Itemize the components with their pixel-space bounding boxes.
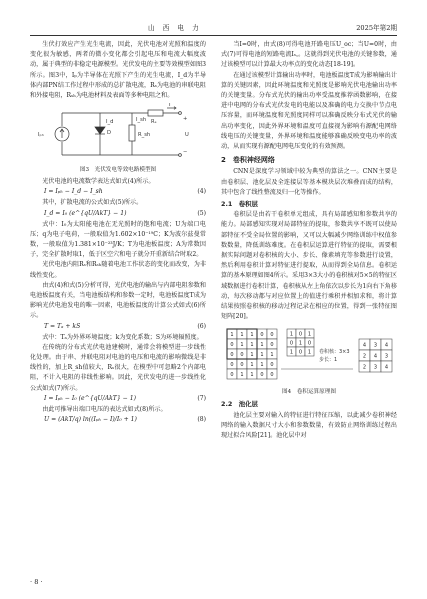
paragraph: 当I=0时，由式(8)可得电池开路电压U_oc；当U=0时，由式(7)可得电池的短路电流Iₛ꜀。这就得到光伏电池的关键参数，通过该模型可以计算最大功率点的变化动态[18-19]。 bbox=[221, 41, 397, 69]
right-column bbox=[221, 40, 397, 441]
equation-number: (7) bbox=[197, 394, 206, 402]
input-grid-value: 1 bbox=[230, 332, 234, 339]
output-grid-value: 2 bbox=[362, 353, 367, 360]
input-grid-value: 1 bbox=[250, 332, 254, 339]
input-grid-value: 0 bbox=[230, 352, 234, 359]
kernel-grid-value: 1 bbox=[289, 331, 294, 338]
convolution-diagram bbox=[221, 325, 397, 387]
running-header bbox=[30, 22, 397, 34]
paragraph: 在通过该模型计算输出功率时，电池板温度T成为影响输出计算的关键因素，因此环境温度和光照度是影响光伏电池输出功率的关键变量。分布式光伏的输出功率受温度推荐函数影响，在接进中电网的分布式光伏发电的电能以及准确的电力交换中节点电压容量，而环境温度和光照度同样可以准确反映分布式光伏的输出功率变化，因此外界环境和温度可直接视为影响有源配电网络线电压的关键变量，外界环境和温度能够准确反映变电功率的波动，从而实现有源配电网电压变化的有效预测。 bbox=[221, 71, 397, 151]
output-grid-value: 4 bbox=[384, 342, 389, 349]
input-grid-value: 1 bbox=[250, 362, 254, 369]
equation-8 bbox=[30, 415, 206, 426]
label-plus: + bbox=[183, 116, 188, 123]
input-grid-value: 0 bbox=[230, 342, 234, 349]
paragraph: 在传统的分布式光伏电池建模时，通常会将模型进一步线性化处理。由于串、并联电阻对电池的电压和电流的影响微线是非线性的，加上R_sh值较大，Rₛ很大，在模型中可忽略2个内部电阻，不计入电阻的非线性影响。因此，光伏发电的进一步线性化公式如式(7)所示。 bbox=[30, 343, 206, 392]
input-grid-value: 1 bbox=[270, 352, 274, 359]
left-column bbox=[30, 40, 206, 426]
input-grid-value: 0 bbox=[270, 362, 274, 369]
output-grid-value: 3 bbox=[384, 353, 389, 360]
figure-4-convolution bbox=[221, 325, 397, 387]
section-heading: 2 卷积神经网络 bbox=[221, 156, 275, 165]
paragraph: 池化层主要对输入的特征进行特征压缩，以此减少卷积神经网络的输入数据尺寸大小和参数数量，有效防止网络训练过程出现过拟合风险[21]。池化层中对 bbox=[221, 411, 397, 440]
equation-number: (8) bbox=[197, 416, 206, 424]
input-grid-value: 1 bbox=[240, 332, 244, 339]
paragraph: 光伏电池的电流数学表达式如式(4)所示。 bbox=[42, 178, 155, 186]
journal-name: 山 西 电 力 bbox=[148, 24, 202, 32]
input-grid-value: 1 bbox=[260, 362, 264, 369]
equation-5 bbox=[30, 209, 206, 220]
figure-3-circuit bbox=[30, 103, 206, 165]
paragraph: 光伏电池内阻Rₛ和Rₛₕ随着电池工作状态的变化而改变，为非线性变化。 bbox=[30, 261, 206, 279]
input-grid-value: 1 bbox=[250, 352, 254, 359]
kernel-grid-value: 1 bbox=[289, 349, 294, 356]
equation-number: (6) bbox=[197, 322, 206, 330]
equation-7 bbox=[30, 394, 206, 405]
input-grid-value: 0 bbox=[270, 372, 274, 379]
equation-body: I_d = I₀ (e^{qU/AkT} − 1) bbox=[44, 209, 127, 217]
paragraph: CNN是深度学习领域中较为典型的算法之一。CNN主要是由卷积层、池化层及全连接层等基本模块层次堆叠而成的结构，其中包含了线性整流及归一化等操作。 bbox=[221, 168, 397, 196]
page-number: · 8 · bbox=[30, 578, 43, 586]
input-grid-value: 1 bbox=[250, 342, 254, 349]
paragraph: 卷积层是由若干卷积单元组成，具有局部感知和参数共享的能力。局部感知实现对局部特征的提取，参数共享不既可以使局部特征不受全局位置的影响，又可以大幅减少网络训练中权值参数数量，降低训练难度。在卷积层运算进行特征的提取，需要根据实际问题对卷积核的大小、步长、像素填充等参数进行设置，然后利用卷积计算对特征进行提取，从而得到全局信息。卷积运算的基本原理如图4所示。采用3×3大小的卷积核对5×5的特征区域数据进行卷积计算，卷积核从左上角依次以步长为1向右下角移动，每次移动都与对应位置上的值进行乘积并相加求和，将计算结果按照卷积核的移动过程记录在相应的位置，得到一张特征图矩阵[20]。 bbox=[221, 211, 397, 321]
equation-body: I = Iₚₕ − I₀ (e^{qU/AkT} − 1) bbox=[44, 394, 136, 402]
issue-number: 2025年第2期 bbox=[356, 24, 397, 32]
label-minus: − bbox=[183, 149, 188, 156]
label-d: D bbox=[107, 130, 111, 137]
input-grid-value: 0 bbox=[240, 352, 244, 359]
input-grid-value: 1 bbox=[260, 352, 264, 359]
output-grid-value: 4 bbox=[384, 364, 389, 371]
output-grid-value: 4 bbox=[362, 342, 367, 349]
equation-number: (4) bbox=[197, 188, 206, 196]
kernel-grid-value: 0 bbox=[298, 331, 303, 338]
label-rsh: R_sh bbox=[138, 132, 151, 139]
equation-body: U = (AkT/q) ln((Iₚₕ − I)/I₀ + 1) bbox=[44, 416, 137, 424]
kernel-size-label: 卷积核：3×3 bbox=[319, 349, 350, 356]
equation-body: I = Iₚₕ − I_d − I_sh bbox=[44, 188, 103, 196]
input-grid-value: 0 bbox=[270, 342, 274, 349]
input-grid-value: 0 bbox=[240, 362, 244, 369]
circuit-diagram bbox=[30, 103, 206, 165]
equation-4 bbox=[30, 187, 206, 198]
label-rs: Rₛ bbox=[151, 119, 157, 126]
input-grid-value: 0 bbox=[270, 332, 274, 339]
kernel-grid-value: 0 bbox=[289, 340, 294, 347]
input-grid-value: 1 bbox=[260, 342, 264, 349]
kernel-grid-value: 0 bbox=[298, 349, 303, 356]
label-ish: I_sh bbox=[136, 117, 147, 124]
paragraph: 式中：Tₐ为外界环境温度；k为变化系数；S为环境辐照度。 bbox=[42, 333, 203, 341]
subsection-heading: 2.1 卷积层 bbox=[221, 200, 258, 209]
equation-number: (5) bbox=[197, 209, 206, 217]
kernel-grid-value: 1 bbox=[307, 349, 312, 356]
stride-label: 步长：1 bbox=[319, 357, 338, 364]
input-grid-value: 1 bbox=[250, 372, 254, 379]
output-grid-value: 3 bbox=[373, 364, 378, 371]
subsection-heading: 2.2 池化层 bbox=[221, 400, 258, 409]
output-grid-value: 2 bbox=[362, 364, 367, 371]
output-grid-value: 3 bbox=[373, 342, 378, 349]
label-i: I bbox=[169, 103, 171, 109]
paragraph: 由此可推导出端口电压的表达式如式(8)所示。 bbox=[42, 405, 167, 413]
input-grid-value: 0 bbox=[260, 372, 264, 379]
label-id: I_d bbox=[106, 119, 114, 126]
figure-3-caption: 图3 光伏发电等效电路模型图 bbox=[79, 167, 157, 174]
input-grid-value: 1 bbox=[240, 342, 244, 349]
equation-body: T = Tₐ + kS bbox=[44, 322, 81, 330]
header-rule bbox=[30, 35, 397, 36]
paragraph: 其中，扩散电流的公式如式(5)所示。 bbox=[42, 199, 143, 207]
input-grid-value: 0 bbox=[260, 332, 264, 339]
paragraph: 由式(4)和式(5)分析可得，光伏电池的输出与内部电阻参数和电池板温度有关，当电池板结构和参数一定时，电池板温度T成为影响光伏电池发电的唯一因素，电池板温度的计算公式如式(6)所示。 bbox=[30, 281, 206, 320]
input-grid-value: 0 bbox=[230, 362, 234, 369]
figure-4-caption: 图4 卷积运算原理图 bbox=[282, 389, 336, 396]
kernel-grid-value: 0 bbox=[307, 340, 312, 347]
label-u: U bbox=[185, 132, 189, 139]
input-grid-value: 1 bbox=[240, 372, 244, 379]
kernel-grid-value: 1 bbox=[307, 331, 312, 338]
equation-6 bbox=[30, 322, 206, 333]
output-grid-value: 4 bbox=[373, 353, 378, 360]
paragraph: 生伏打效应产生光生电流，因此，光伏电池对光照和温度的变化很为敏感，两者的微小变化都会引起电压和电流大幅度波动，属于典型的非稳定电源模型。光伏发电的主要等效模型如图3所示。图3中，Iₚ为半导体在光照下产生的光生电流，I_d为半导体内部PN结工作过程中形成的总扩散电流，Rₛ为电池的串联电阻和外接电阻，Rₛₕ为电池材料及表面等多种电阻之和。 bbox=[30, 41, 206, 100]
kernel-grid-value: 1 bbox=[298, 340, 303, 347]
label-iph: Iₚₕ bbox=[38, 132, 44, 139]
input-grid-value: 0 bbox=[230, 372, 234, 379]
paragraph: 式中：I₀为太阳能电池在无光照时的饱和电流；U为端口电压；q为电子电荷，一般取值为1.602×10⁻¹⁹C；K为波尔兹曼常数，一般取值为1.381×10⁻²³J/K；T为电池板温度；A为常数因子，完全扩散时取1，低于区空穴和电子就分开重新结合时取2。 bbox=[30, 220, 206, 259]
